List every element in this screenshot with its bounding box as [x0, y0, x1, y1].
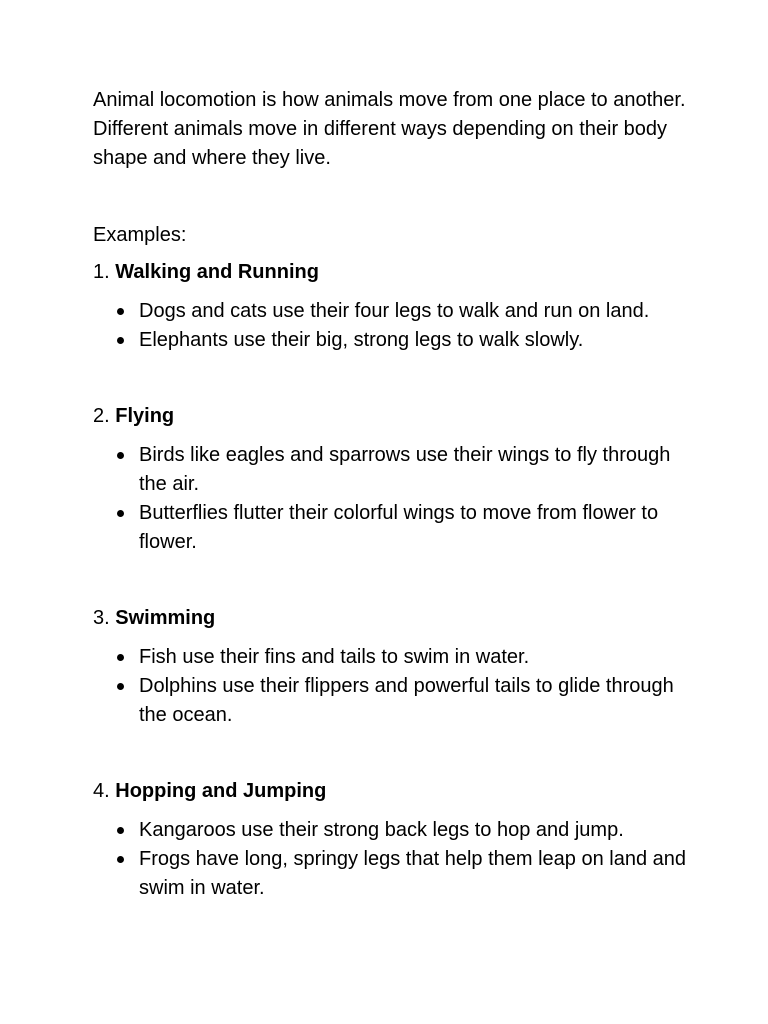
bullet-list [93, 441, 693, 557]
section-title: Hopping and Jumping [115, 780, 327, 802]
list-item-text: Birds like eagles and sparrows use their wings to fly through the air. [139, 444, 671, 495]
section-number: 3. [93, 607, 110, 629]
bullet-icon [117, 827, 124, 834]
list-item [93, 672, 693, 730]
section-title: Swimming [115, 607, 216, 629]
section-swimming [93, 604, 693, 730]
bullet-list [93, 297, 693, 355]
section-title: Flying [115, 405, 175, 427]
list-item [93, 816, 693, 845]
list-item-text: Kangaroos use their strong back legs to hop and jump. [139, 819, 624, 841]
list-item [93, 643, 693, 672]
list-item-text: Dolphins use their flippers and powerful tails to glide through the ocean. [139, 675, 674, 726]
bullet-icon [117, 308, 124, 315]
intro-paragraph: Animal locomotion is how animals move from one place to another. Different animals move in different ways depending on their body shape and where they live. [93, 89, 686, 169]
bullet-icon [117, 337, 124, 344]
bullet-icon [117, 452, 124, 459]
bullet-list [93, 816, 693, 903]
list-item-text: Elephants use their big, strong legs to walk slowly. [139, 329, 584, 351]
list-item-text: Frogs have long, springy legs that help them leap on land and swim in water. [139, 848, 687, 899]
section-hopping-jumping [93, 777, 693, 903]
bullet-icon [117, 510, 124, 517]
section-title: Walking and Running [115, 261, 319, 283]
list-item-text: Fish use their fins and tails to swim in water. [139, 646, 530, 668]
list-item [93, 845, 693, 903]
bullet-icon [117, 654, 124, 661]
section-heading [93, 258, 693, 287]
bullet-list [93, 643, 693, 730]
section-heading [93, 604, 693, 633]
list-item [93, 499, 693, 557]
section-heading [93, 777, 693, 806]
bullet-icon [117, 683, 124, 690]
list-item [93, 297, 693, 326]
examples-label: Examples: [93, 224, 187, 246]
section-heading [93, 402, 693, 431]
section-number: 4. [93, 780, 110, 802]
section-walking-running [93, 258, 693, 355]
section-number: 2. [93, 405, 110, 427]
bullet-icon [117, 856, 124, 863]
document-page [93, 86, 693, 903]
section-number: 1. [93, 261, 110, 283]
list-item-text: Dogs and cats use their four legs to walk and run on land. [139, 300, 650, 322]
list-item-text: Butterflies flutter their colorful wings to move from flower to flower. [139, 502, 659, 553]
section-flying [93, 402, 693, 557]
list-item [93, 326, 693, 355]
list-item [93, 441, 693, 499]
